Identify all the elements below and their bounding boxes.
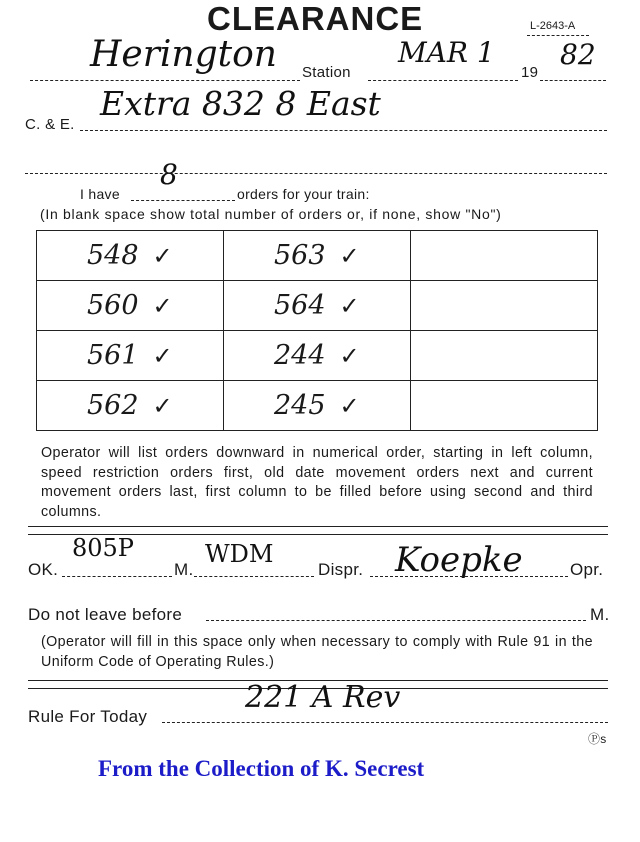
dispr-label: Dispr. <box>318 560 364 579</box>
order-cell <box>224 231 411 281</box>
orders-count-value: 8 <box>160 158 178 191</box>
order-cell <box>224 381 411 431</box>
check-mark-icon: ✓ <box>339 392 360 420</box>
station-value: Herington <box>90 34 277 75</box>
collection-credit: From the Collection of K. Secrest <box>98 756 425 781</box>
check-mark-icon: ✓ <box>152 242 173 270</box>
ce-value: Extra 832 8 East <box>100 84 381 123</box>
rule-today-value: 221 A Rev <box>245 680 401 715</box>
dispr-line <box>370 576 568 577</box>
check-mark-icon: ✓ <box>339 292 360 320</box>
ok-time-value: 805P <box>72 534 134 562</box>
order-cell <box>37 231 224 281</box>
m-label: M. <box>174 560 194 579</box>
table-row <box>37 281 598 331</box>
form-number-underline <box>527 35 589 36</box>
station-line <box>30 80 300 81</box>
ce-second-line <box>25 173 607 174</box>
dispatcher-value: Koepke <box>395 540 523 580</box>
form-title: CLEARANCE <box>207 0 424 37</box>
rule-today-line <box>162 722 608 723</box>
order-cell-blank <box>411 231 598 281</box>
year-line <box>540 80 606 81</box>
order-cell <box>224 281 411 331</box>
rule91-note: (Operator will fill in this space only when necessary to comply with Rule 91 in the Uniform Code of Operating Rules.) <box>41 634 593 670</box>
orders-count-line <box>131 200 235 201</box>
do-not-leave-label: Do not leave before <box>28 605 183 624</box>
order-number: 562 <box>87 390 139 421</box>
order-number: 563 <box>274 240 326 271</box>
order-number: 560 <box>87 290 139 321</box>
orders-table <box>36 230 598 431</box>
order-number: 245 <box>274 390 326 421</box>
ok-line <box>62 576 172 577</box>
check-mark-icon: ✓ <box>339 242 360 270</box>
ce-label: C. & E. <box>25 116 75 133</box>
table-row <box>37 231 598 281</box>
instructions-text: Operator will list orders downward in numerical order, starting in left column, speed restriction orders first, old date movement orders next and current movement orders last, first column to be filled before using second and third columns. <box>41 445 593 520</box>
order-cell <box>37 281 224 331</box>
check-mark-icon: ✓ <box>152 392 173 420</box>
order-cell <box>224 331 411 381</box>
year-prefix: 19 <box>521 64 539 81</box>
date-value: MAR 1 <box>398 36 495 69</box>
check-mark-icon: ✓ <box>152 342 173 370</box>
orders-note: (In blank space show total number of orders or, if none, show "No") <box>40 206 502 222</box>
order-cell <box>37 331 224 381</box>
rule-today-label: Rule For Today <box>28 707 148 726</box>
order-cell <box>37 381 224 431</box>
opr-label: Opr. <box>570 560 604 579</box>
check-mark-icon: ✓ <box>339 342 360 370</box>
divider-rule <box>28 526 608 527</box>
order-number: 564 <box>274 290 326 321</box>
order-number: 548 <box>87 240 139 271</box>
ok-label: OK. <box>28 560 59 579</box>
station-label: Station <box>302 64 351 81</box>
ok-initials-value: WDM <box>205 540 274 568</box>
orders-label-prefix: I have <box>80 186 120 202</box>
ps-mark: Ⓟs <box>588 732 607 746</box>
do-not-leave-m: M. <box>590 605 610 624</box>
form-number: L-2643-A <box>530 20 576 32</box>
date-line <box>368 80 518 81</box>
check-mark-icon: ✓ <box>152 292 173 320</box>
ce-line <box>80 130 607 131</box>
m-line <box>194 576 314 577</box>
do-not-leave-line <box>206 620 586 621</box>
orders-label-suffix: orders for your train: <box>237 186 370 202</box>
order-cell-blank <box>411 281 598 331</box>
table-row <box>37 381 598 431</box>
order-number: 561 <box>87 340 139 371</box>
order-cell-blank <box>411 331 598 381</box>
year-value: 82 <box>560 38 596 71</box>
order-cell-blank <box>411 381 598 431</box>
table-row <box>37 331 598 381</box>
order-number: 244 <box>274 340 326 371</box>
